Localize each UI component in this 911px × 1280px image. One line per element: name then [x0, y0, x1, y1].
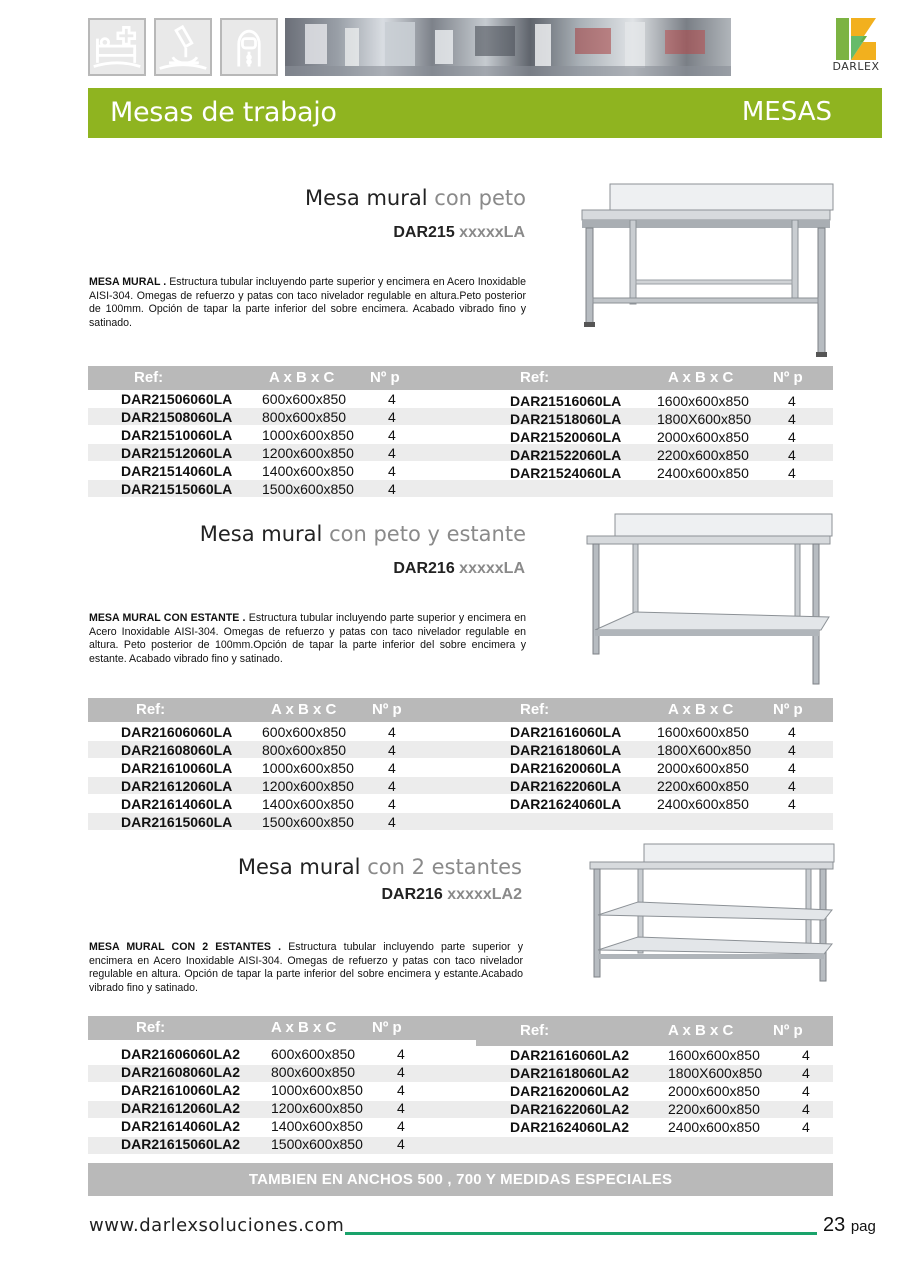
section-1-left-row-4-dims: 1200x600x850: [262, 445, 354, 461]
section-1-left-row-6-dims: 1500x600x850: [262, 481, 354, 497]
product-image-mesa-estante: [585, 512, 835, 687]
section-3-left-row-4-ref: DAR21612060LA2: [121, 1100, 241, 1116]
section-2-description: [89, 612, 526, 667]
section-1-right-row-4-dims: 2200x600x850: [657, 447, 749, 463]
section-2-left-row-3-np: 4: [388, 760, 396, 776]
header-dims-left: A x B x C: [271, 1019, 337, 1036]
section-3-right-row-1-np: 4: [802, 1047, 810, 1063]
section-2-left-row-3-ref: DAR21610060LA: [121, 760, 233, 776]
section-1-code-light: xxxxxLA: [459, 224, 525, 241]
section-1-desc-bold: MESA MURAL .: [89, 276, 167, 288]
section-3-table-header: [88, 1016, 833, 1040]
section-3-right-row-2-ref: DAR21618060LA2: [510, 1065, 630, 1081]
section-1-left-row-2-ref: DAR21508060LA: [121, 409, 233, 425]
section-2-table-header: [88, 698, 833, 722]
product-image-mesa-mural: [580, 180, 835, 360]
section-2-right-row-5-np: 4: [788, 796, 796, 812]
section-3-left-row-5-dims: 1400x600x850: [271, 1118, 363, 1134]
section-1-right-row-2-dims: 1800X600x850: [657, 411, 752, 427]
section-2-right-row-3-np: 4: [788, 760, 796, 776]
section-1-left-row-1-ref: DAR21506060LA: [121, 391, 233, 407]
section-2-right-row-2-ref: DAR21618060LA: [510, 742, 622, 758]
section-3-left-row-3-np: 4: [397, 1082, 405, 1098]
section-3-left-row-4-np: 4: [397, 1100, 405, 1116]
section-3-left-row-4-dims: 1200x600x850: [271, 1100, 363, 1116]
header-dims-right: A x B x C: [668, 369, 734, 386]
section-2-right-row-2-dims: 1800X600x850: [657, 742, 752, 758]
section-3-code: [381, 886, 522, 904]
section-2-desc-bold: MESA MURAL CON ESTANTE .: [89, 612, 246, 624]
section-3-title: [238, 855, 522, 879]
header-np-right: Nº p: [773, 701, 803, 718]
section-1-left-row-5-ref: DAR21514060LA: [121, 463, 233, 479]
section-3-left-row-1-np: 4: [397, 1046, 405, 1062]
section-1-left-row-5-np: 4: [388, 463, 396, 479]
section-3-right-row-1-dims: 1600x600x850: [668, 1047, 760, 1063]
section-3-left-row-6-ref: DAR21615060LA2: [121, 1136, 241, 1152]
section-1-title-main: Mesa mural: [304, 186, 428, 210]
darlex-logo: [830, 14, 882, 76]
section-2-left-row-2-dims: 800x600x850: [262, 742, 347, 758]
section-3-left-row-5-ref: DAR21614060LA2: [121, 1118, 241, 1134]
section-3-left-row-2-dims: 800x600x850: [271, 1064, 356, 1080]
section-3-left-row-6-dims: 1500x600x850: [271, 1136, 363, 1152]
cleanroom-photo: [285, 18, 731, 76]
section-3-left-row-1-ref: DAR21606060LA2: [121, 1046, 241, 1062]
section-2-left-row-1-ref: DAR21606060LA: [121, 724, 233, 740]
header-dims-right: A x B x C: [668, 1022, 734, 1039]
section-2-right-row-2-np: 4: [788, 742, 796, 758]
section-2-left-row-4-ref: DAR21612060LA: [121, 778, 233, 794]
section-3-right-row-3-dims: 2000x600x850: [668, 1083, 760, 1099]
section-1-left-row-6-ref: DAR21515060LA: [121, 481, 233, 497]
section-1-left-row-1-dims: 600x600x850: [262, 391, 347, 407]
section-1-table-header: [88, 366, 833, 390]
section-2-right-row-4-dims: 2200x600x850: [657, 778, 749, 794]
section-3-right-row-4-dims: 2200x600x850: [668, 1101, 760, 1117]
section-2-left-row-2-ref: DAR21608060LA: [121, 742, 233, 758]
section-2-right-row-5-ref: DAR21624060LA: [510, 796, 622, 812]
header-ref-right: Ref:: [520, 701, 550, 718]
section-2-title-light: con peto y estante: [329, 522, 526, 546]
section-1-title-light: con peto: [434, 186, 526, 210]
section-3-right-row-5-ref: DAR21624060LA2: [510, 1119, 630, 1135]
section-1-right-row-1-ref: DAR21516060LA: [510, 393, 622, 409]
header-np-left: Nº p: [370, 369, 400, 386]
section-1-left-row-3-ref: DAR21510060LA: [121, 427, 233, 443]
section-1-right-row-2-np: 4: [788, 411, 796, 427]
section-3-right-row-2-dims: 1800X600x850: [668, 1065, 763, 1081]
section-3-code-main: DAR216: [381, 886, 443, 903]
section-3-left-row-3-ref: DAR21610060LA2: [121, 1082, 241, 1098]
section-3-description: [89, 941, 523, 996]
section-3-right-row-2-np: 4: [802, 1065, 810, 1081]
section-1-right-row-3-np: 4: [788, 429, 796, 445]
header-dims-left: A x B x C: [271, 701, 337, 718]
section-3-left-row-6-np: 4: [397, 1136, 405, 1152]
section-1-right-row-5-np: 4: [788, 465, 796, 481]
section-1-right-row-4-np: 4: [788, 447, 796, 463]
section-1-description: [89, 276, 526, 331]
section-1-right-row-1-dims: 1600x600x850: [657, 393, 749, 409]
header-np-right: Nº p: [773, 369, 803, 386]
section-3-desc-text: Estructura tubular incluyendo parte superior y encimera en Acero Inoxidable AISI-304. Omegas de refuerzo y patas con taco nivelador regulable en altura. Opción de tapar la parte inferior del sobre encimera y estante.Acabado vibrado fino y satinado.: [89, 941, 523, 995]
section-1-left-row-6-np: 4: [388, 481, 396, 497]
section-2-left-row-6-dims: 1500x600x850: [262, 814, 354, 830]
section-1-left-row-5-dims: 1400x600x850: [262, 463, 354, 479]
product-image-mesa-2-estantes: [588, 842, 836, 984]
section-3-title-main: Mesa mural: [237, 855, 361, 879]
cleanroom-suit-icon: [220, 18, 278, 76]
page-number: [823, 1214, 876, 1237]
section-1-desc-text: Estructura tubular incluyendo parte superior y encimera en Acero Inoxidable AISI-304. Omegas de refuerzo y patas con taco nivelador regulable en altura.Peto posterior de 100mm. Opción de tapar la parte inferior del sobre encimera. Acabado vibrado fino y satinado.: [89, 276, 526, 330]
section-2-code: [393, 560, 525, 578]
section-2-left-row-1-np: 4: [388, 724, 396, 740]
section-2-right-row-4-ref: DAR21622060LA: [510, 778, 622, 794]
special-sizes-note: TAMBIEN EN ANCHOS 500 , 700 Y MEDIDAS ESPECIALES: [88, 1163, 833, 1196]
section-1-right-row-3-ref: DAR21520060LA: [510, 429, 622, 445]
header-dims-right: A x B x C: [668, 701, 734, 718]
section-2-left-row-2-np: 4: [388, 742, 396, 758]
page-title: Mesas de trabajo: [110, 97, 337, 128]
section-3-right-row-3-np: 4: [802, 1083, 810, 1099]
header-dims-left: A x B x C: [269, 369, 335, 386]
section-3-left-row-2-ref: DAR21608060LA2: [121, 1064, 241, 1080]
section-1-left-row-3-np: 4: [388, 427, 396, 443]
section-3-right-row-5-np: 4: [802, 1119, 810, 1135]
microscope-icon: [154, 18, 212, 76]
hospital-bed-icon: [88, 18, 146, 76]
category-title: MESAS: [741, 97, 832, 127]
header-np-left: Nº p: [372, 701, 402, 718]
section-2-left-row-5-ref: DAR21614060LA: [121, 796, 233, 812]
section-1-right-row-4-ref: DAR21522060LA: [510, 447, 622, 463]
section-2-left-row-4-dims: 1200x600x850: [262, 778, 354, 794]
section-2-right-row-1-np: 4: [788, 724, 796, 740]
section-1-left-row-1-np: 4: [388, 391, 396, 407]
section-3-right-row-4-ref: DAR21622060LA2: [510, 1101, 630, 1117]
section-2-left-row-6-np: 4: [388, 814, 396, 830]
section-2-left-row-6-ref: DAR21615060LA: [121, 814, 233, 830]
section-1-left-row-3-dims: 1000x600x850: [262, 427, 354, 443]
section-2-code-main: DAR216: [393, 560, 455, 577]
section-1-right-row-3-dims: 2000x600x850: [657, 429, 749, 445]
section-1-left-row-4-ref: DAR21512060LA: [121, 445, 233, 461]
section-3-code-light: xxxxxLA2: [447, 886, 522, 903]
section-3-right-row-4-np: 4: [802, 1101, 810, 1117]
section-2-title: [200, 522, 526, 546]
section-3-left-row-3-dims: 1000x600x850: [271, 1082, 363, 1098]
section-2-desc-text: Estructura tubular incluyendo parte superior y encimera en Acero Inoxidable AISI-304. Omegas de refuerzo y patas con taco nivelador regulable en altura. Peto posterior de 100mm.Opción de tapar la parte inferior del sobre encimera y estante. Acabado vibrado fino y satinado.: [89, 612, 527, 666]
section-1-code-main: DAR215: [393, 224, 455, 241]
header-ref-left: Ref:: [136, 1019, 166, 1036]
section-1-right-row-5-ref: DAR21524060LA: [510, 465, 622, 481]
section-3-right-row-5-dims: 2400x600x850: [668, 1119, 760, 1135]
section-1-left-row-2-dims: 800x600x850: [262, 409, 347, 425]
section-1-title: [305, 186, 526, 210]
section-1-right-row-5-dims: 2400x600x850: [657, 465, 749, 481]
section-1-right-row-2-ref: DAR21518060LA: [510, 411, 622, 427]
section-2-left-row-5-dims: 1400x600x850: [262, 796, 354, 812]
section-3-left-row-5-np: 4: [397, 1118, 405, 1134]
footer-url[interactable]: www.darlexsoluciones.com: [89, 1215, 345, 1236]
section-2-right-row-5-dims: 2400x600x850: [657, 796, 749, 812]
header-np-right: Nº p: [773, 1022, 803, 1039]
section-2-left-row-1-dims: 600x600x850: [262, 724, 347, 740]
header-ref-right: Ref:: [520, 1022, 550, 1039]
section-1-left-row-4-np: 4: [388, 445, 396, 461]
section-2-right-row-4-np: 4: [788, 778, 796, 794]
page-label: pag: [850, 1218, 876, 1235]
section-2-right-row-1-ref: DAR21616060LA: [510, 724, 622, 740]
header-ref-left: Ref:: [134, 369, 164, 386]
header-ref-left: Ref:: [136, 701, 166, 718]
section-2-right-row-1-dims: 1600x600x850: [657, 724, 749, 740]
section-3-left-row-2-np: 4: [397, 1064, 405, 1080]
section-3-desc-bold: MESA MURAL CON 2 ESTANTES .: [89, 941, 282, 953]
section-2-code-light: xxxxxLA: [459, 560, 525, 577]
section-2-right-row-3-dims: 2000x600x850: [657, 760, 749, 776]
header-ref-right: Ref:: [520, 369, 550, 386]
section-3-left-row-1-dims: 600x600x850: [271, 1046, 356, 1062]
section-3-right-row-1-ref: DAR21616060LA2: [510, 1047, 630, 1063]
section-1-left-row-2-np: 4: [388, 409, 396, 425]
section-3-title-light: con 2 estantes: [367, 855, 522, 879]
section-2-left-row-3-dims: 1000x600x850: [262, 760, 354, 776]
section-2-right-row-3-ref: DAR21620060LA: [510, 760, 622, 776]
footer-divider: [345, 1232, 817, 1235]
section-1-code: [393, 224, 525, 242]
section-1-right-row-1-np: 4: [788, 393, 796, 409]
logo-text: DARLEX: [832, 60, 880, 73]
section-2-title-main: Mesa mural: [199, 522, 323, 546]
section-2-left-row-4-np: 4: [388, 778, 396, 794]
title-bar: [88, 88, 882, 138]
page-number-value: 23: [823, 1214, 846, 1236]
header-np-left: Nº p: [372, 1019, 402, 1036]
section-3-right-row-3-ref: DAR21620060LA2: [510, 1083, 630, 1099]
section-2-left-row-5-np: 4: [388, 796, 396, 812]
